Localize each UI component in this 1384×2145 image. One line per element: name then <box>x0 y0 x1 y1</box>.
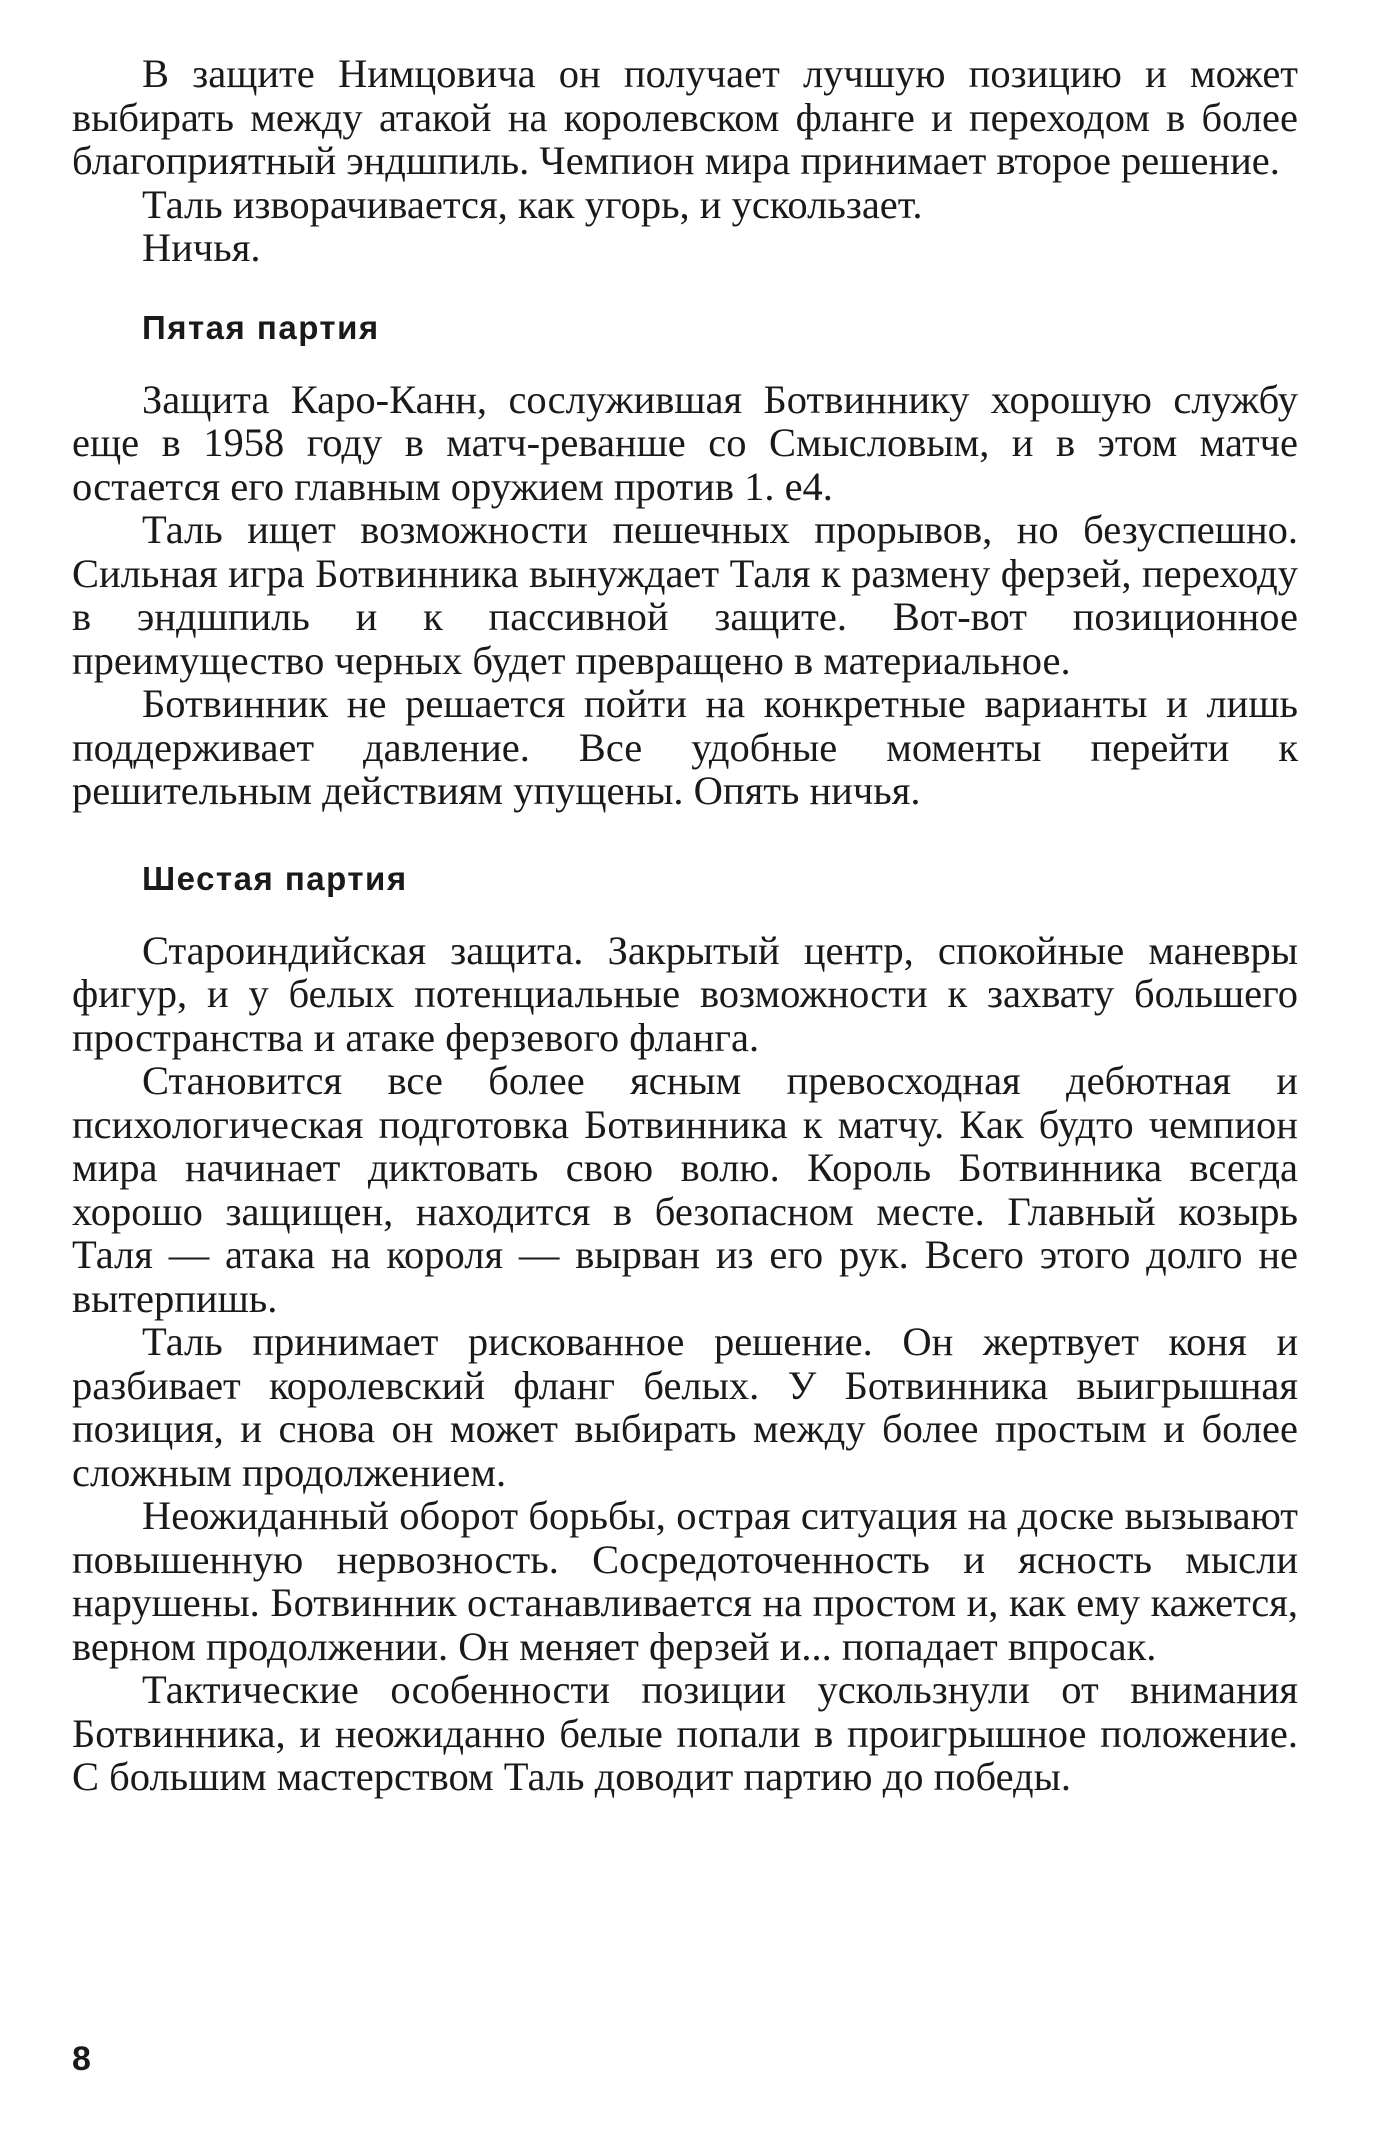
game6-paragraph-2: Становится все более ясным превосходная дебютная и психологическая подготовка Ботвинника к матчу. Как будто чемпион мира начинает диктовать свою волю. Король Ботвинника всегда хорошо защищен, находится в безопасном месте. Главный козырь Таля — атака на короля — вырван из его рук. Всего этого долго не вытерпишь. <box>72 1058 1298 1321</box>
game6-section <box>72 859 1298 1799</box>
game5-paragraph-3: Ботвинник не решается пойти на конкретные варианты и лишь поддерживает давление. Все удобные моменты перейти к решительным действиям упущены. Опять ничья. <box>72 681 1298 813</box>
section-heading-game5: Пятая партия <box>142 308 380 346</box>
game5-paragraph-2: Таль ищет возможности пешечных прорывов, но безуспешно. Сильная игра Ботвинника вынуждает Таля к размену ферзей, переходу в эндшпиль и к пассивной защите. Вот-вот позиционное преимущество черных будет превращено в материальное. <box>72 507 1298 683</box>
game5-paragraph-1: Защита Каро-Канн, сослужившая Ботвиннику хорошую службу еще в 1958 году в матч-реванше со Смысловым, и в этом матче остается его главным оружием против 1. е4. <box>72 376 1298 509</box>
game6-paragraph-4: Неожиданный оборот борьбы, острая ситуация на доске вызывают повышенную нервозность. Сосредоточенность и ясность мысли нарушены. Ботвинник останавливается на простом и, как ему кажется, верном продолжении. Он меняет ферзей и... попадает впросак. <box>72 1493 1298 1669</box>
intro-paragraph-3: Ничья. <box>142 225 261 270</box>
book-page <box>72 52 1298 2112</box>
game5-section <box>72 308 1298 813</box>
game6-paragraph-5: Тактические особенности позиции ускользнули от внимания Ботвинника, и неожиданно белые попали в проигрышное положение. С большим мастерством Таль доводит партию до победы. <box>72 1667 1298 1799</box>
page-number: 8 <box>72 2040 91 2078</box>
intro-paragraph-1: В защите Нимцовича он получает лучшую позицию и может выбирать между атакой на королевском фланге и переходом в более благоприятный эндшпиль. Чемпион мира принимает второе решение. <box>72 51 1298 183</box>
game6-paragraph-3: Таль принимает рискованное решение. Он жертвует коня и разбивает королевский фланг белых. У Ботвинника выигрышная позиция, и снова он может выбирать между более простым и более сложным продолжением. <box>72 1319 1298 1495</box>
intro-paragraph-2: Таль изворачивается, как угорь, и ускользает. <box>142 181 923 227</box>
game6-paragraph-1: Староиндийская защита. Закрытый центр, спокойные маневры фигур, и у белых потенциальные возможности к захвату большего пространства и атаке ферзевого фланга. <box>72 927 1298 1060</box>
section-heading-game6: Шестая партия <box>142 859 408 897</box>
intro-section <box>72 52 1298 270</box>
